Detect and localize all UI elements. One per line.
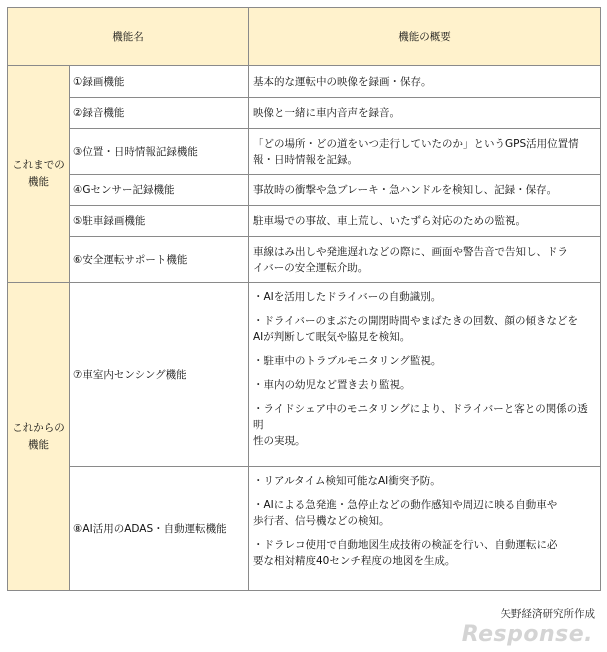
table-row: [8, 467, 601, 591]
function-desc-bullets: [249, 467, 601, 591]
function-desc: 駐車場での事故、車上荒し、いたずら対応のための監視。: [249, 206, 601, 237]
bullet-line: 要な相対精度40センチ程度の地図を生成。: [253, 555, 456, 567]
bullet-line: 性の実現。: [253, 435, 306, 447]
feature-table: [7, 7, 601, 591]
header-row: [8, 8, 601, 66]
function-name: ⑥安全運転サポート機能: [70, 237, 249, 283]
bullet-item: [253, 313, 596, 345]
response-logo: Response.: [461, 622, 593, 647]
function-name: ⑧AI活用のADAS・自動運転機能: [70, 467, 249, 591]
function-name: ⑤駐車録画機能: [70, 206, 249, 237]
group-label-line: これまでの: [12, 159, 65, 171]
bullet-item: ・車内の幼児など置き去り監視。: [253, 379, 411, 391]
desc-line: イバーの安全運転介助。: [253, 261, 369, 274]
bullet-line: ・ライドシェア中のモニタリングにより、ドライバーと客との関係の透明: [253, 403, 588, 431]
function-desc-bullets: [249, 283, 601, 467]
desc-line: 報・日時情報を記録。: [253, 153, 358, 166]
group-label-line: 機能: [28, 438, 49, 451]
bullet-line: ・AIによる急発進・急停止などの動作感知や周辺に映る自動車や: [253, 499, 558, 511]
group-label-past: [8, 66, 70, 283]
function-desc: 基本的な運転中の映像を録画・保存。: [249, 66, 601, 98]
bullet-line: 歩行者、信号機などの検知。: [253, 515, 390, 527]
bullet-item: [253, 401, 596, 449]
bullet-line: ・ドラレコ使用で自動地図生成技術の検証を行い、自動運転に必: [253, 539, 558, 551]
table-row: [8, 66, 601, 98]
function-name: ④Gセンサー記録機能: [70, 175, 249, 206]
function-desc: 映像と一緒に車内音声を録音。: [249, 98, 601, 129]
bullet-item: ・AIを活用したドライバーの自動識別。: [253, 291, 442, 303]
bullet-line: ・ドライバーのまぶたの開閉時間やまばたきの回数、顔の傾きなどを: [253, 315, 578, 327]
bullet-line: AIが判断して眠気や脇見を検知。: [253, 331, 411, 343]
table-row: [8, 283, 601, 467]
bullet-item: ・リアルタイム検知可能なAI衝突予防。: [253, 475, 441, 487]
bullet-item: [253, 497, 596, 529]
desc-line: 「どの場所・どの道をいつ走行していたのか」というGPS活用位置情: [253, 137, 579, 150]
function-name: ①録画機能: [70, 66, 249, 98]
function-name: ②録音機能: [70, 98, 249, 129]
bullet-item: [253, 537, 596, 569]
function-desc: [249, 129, 601, 175]
table-row: [8, 206, 601, 237]
table-row: [8, 237, 601, 283]
function-desc: [249, 237, 601, 283]
function-name: ③位置・日時情報記録機能: [70, 129, 249, 175]
group-label-line: これからの: [12, 421, 65, 434]
table-row: [8, 175, 601, 206]
function-name: ⑦車室内センシング機能: [70, 283, 249, 467]
header-function-name: 機能名: [8, 8, 249, 66]
source-credit: 矢野経済研究所作成: [500, 608, 595, 620]
function-desc: 事故時の衝撃や急ブレーキ・急ハンドルを検知し、記録・保存。: [249, 175, 601, 206]
table-row: [8, 98, 601, 129]
group-label-future: [8, 283, 70, 591]
table-row: [8, 129, 601, 175]
bullet-item: ・駐車中のトラブルモニタリング監視。: [253, 355, 442, 367]
header-summary: 機能の概要: [249, 8, 601, 66]
group-label-line: 機能: [28, 176, 49, 188]
desc-line: 車線はみ出しや発進遅れなどの際に、画面や警告音で告知し、ドラ: [253, 245, 568, 258]
